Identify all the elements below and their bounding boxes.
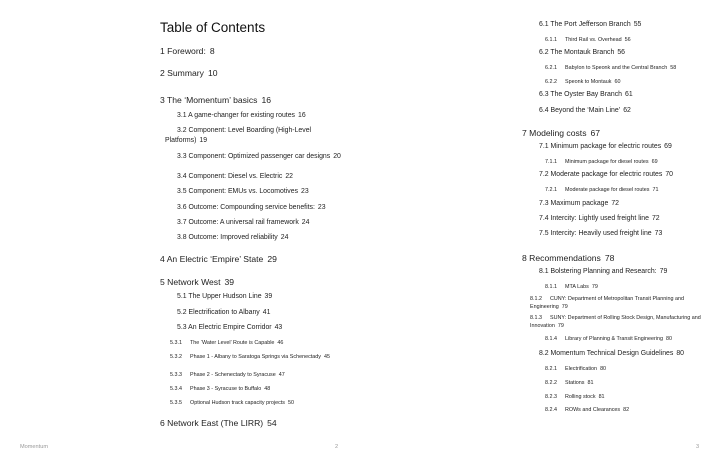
toc-entry-title: 8.1.3 SUNY: Department of Rolling Stock Design, Manufacturing and Innovation	[530, 315, 701, 329]
toc-entry-page: 39	[224, 277, 235, 287]
toc-entry[interactable]	[160, 277, 234, 287]
toc-entry-page: 54	[267, 418, 277, 428]
toc-entry-title: 2 Summary	[160, 68, 204, 78]
toc-entry-page: 69	[664, 143, 672, 150]
toc-entry-page: 39	[264, 293, 273, 300]
toc-entry-page: 79	[561, 303, 568, 310]
toc-entry-title: 7.5 Intercity: Heavily used freight line	[539, 230, 652, 237]
toc-entry[interactable]	[545, 380, 593, 386]
toc-entry-title: 8.2 Momentum Technical Design Guidelines	[539, 350, 674, 357]
toc-entry-page: 8	[209, 46, 215, 56]
toc-entry-title: 3.8 Outcome: Improved reliability	[177, 234, 278, 241]
toc-entry-page: 16	[297, 112, 306, 119]
toc-entry-page: 23	[317, 204, 326, 211]
toc-entry-page: 72	[611, 200, 619, 207]
toc-entry-title: 8.1.1 MTA Labs	[545, 284, 589, 290]
toc-entry-page: 50	[287, 400, 294, 406]
toc-entry[interactable]	[539, 49, 625, 56]
toc-entry[interactable]	[160, 418, 277, 428]
toc-entry-title: 5.2 Electrification to Albany	[177, 309, 260, 316]
toc-entry-title: 6.4 Beyond the ‘Main Line’	[539, 107, 621, 114]
toc-entry-title: 5.1 The Upper Hudson Line	[177, 293, 262, 300]
toc-entry-page: 79	[591, 284, 598, 290]
toc-entry-page: 79	[557, 322, 564, 329]
toc-entry-page: 45	[323, 354, 330, 360]
toc-entry[interactable]	[170, 340, 283, 346]
toc-entry[interactable]	[539, 215, 660, 222]
toc-entry[interactable]	[160, 95, 271, 105]
toc-entry-title: 3 The ‘Momentum’ basics	[160, 95, 258, 105]
toc-entry-title: 3.2 Component: Level Boarding (High-Level Platforms)	[165, 127, 312, 144]
toc-entry-page: 61	[624, 91, 633, 98]
toc-entry[interactable]	[545, 284, 598, 290]
toc-entry-page: 80	[600, 366, 607, 372]
toc-entry-title: 3.6 Outcome: Compounding service benefits:	[177, 204, 315, 211]
toc-entry-page: 56	[624, 37, 631, 43]
toc-entry[interactable]	[545, 394, 605, 400]
toc-entry-title: 7.2 Moderate package for electric routes	[539, 171, 663, 178]
toc-entry-title: 7 Modeling costs	[522, 128, 587, 138]
toc-entry[interactable]	[160, 68, 218, 78]
page-number: 2	[335, 444, 339, 450]
toc-entry[interactable]	[170, 354, 350, 362]
toc-entry-page: 41	[262, 309, 271, 316]
toc-entry[interactable]	[165, 126, 343, 146]
toc-entry-title: 8.1.2 CUNY: Department of Metropolitan Transit Planning and Engineering	[530, 296, 684, 310]
toc-entry-title: 1 Foreword:	[160, 46, 206, 56]
toc-entry-title: 8.1.4 Library of Planning & Transit Engineering	[545, 336, 663, 342]
toc-entry-title: 8.2.4 ROWs and Clearances	[545, 407, 621, 413]
toc-entry[interactable]	[177, 173, 293, 180]
toc-entry-title: 8.1 Bolstering Planning and Research:	[539, 268, 657, 275]
toc-entry-page: 82	[623, 407, 630, 413]
toc-entry[interactable]	[539, 268, 667, 275]
toc-entry-title: 5.3.1 The ‘Water Level’ Route is Capable	[170, 340, 275, 346]
page-number: 3	[696, 444, 700, 450]
right-page	[360, 0, 720, 466]
toc-list	[360, 0, 720, 466]
toc-entry-page: 22	[285, 173, 293, 180]
toc-entry-title: 7.1.1 Minimum package for diesel routes	[545, 159, 649, 165]
toc-entry-page: 23	[301, 188, 309, 195]
toc-entry-title: 5.3 An Electric Empire Corridor	[177, 324, 272, 331]
toc-entry-title: 3.1 A game-changer for existing routes	[177, 112, 295, 119]
toc-entry-page: 46	[277, 340, 284, 346]
toc-entry-page: 67	[590, 128, 601, 138]
toc-entry-title: 3.5 Component: EMUs vs. Locomotives	[177, 188, 299, 195]
toc-entry-page: 73	[654, 230, 663, 237]
toc-entry[interactable]	[170, 400, 294, 406]
toc-entry-page: 79	[659, 268, 668, 275]
toc-entry[interactable]	[170, 386, 270, 392]
toc-entry-page: 58	[670, 65, 677, 71]
toc-entry[interactable]	[160, 46, 215, 56]
toc-entry-page: 78	[604, 253, 615, 263]
toc-entry-page: 10	[207, 68, 218, 78]
toc-entry-title: 5 Network West	[160, 277, 221, 287]
toc-entry-title: 7.1 Minimum package for electric routes	[539, 143, 662, 150]
toc-entry-title: 6.1 The Port Jefferson Branch	[539, 21, 631, 28]
toc-entry-page: 81	[587, 380, 594, 386]
toc-entry[interactable]	[545, 366, 606, 372]
toc-entry-page: 72	[651, 215, 660, 222]
toc-entry-page: 62	[623, 107, 631, 114]
toc-entry-page: 70	[665, 171, 674, 178]
toc-entry[interactable]	[522, 253, 614, 263]
toc-entry[interactable]	[545, 187, 659, 193]
toc-entry-title: 6.2 The Montauk Branch	[539, 49, 615, 56]
toc-entry[interactable]	[177, 309, 270, 316]
toc-entry[interactable]	[539, 143, 672, 150]
toc-entry[interactable]	[545, 65, 676, 71]
toc-entry-page: 69	[651, 159, 658, 165]
toc-entry-title: 6.3 The Oyster Bay Branch	[539, 91, 622, 98]
toc-entry-title: 3.7 Outcome: A universal rail framework	[177, 219, 299, 226]
toc-entry-title: 6.2.2 Speonk to Montauk	[545, 79, 612, 85]
toc-entry-page: 56	[617, 49, 626, 56]
toc-entry-page: 20	[333, 153, 341, 160]
toc-entry[interactable]	[177, 188, 309, 195]
toc-entry-title: 7.2.1 Moderate package for diesel routes	[545, 187, 650, 193]
toc-entry-title: 7.3 Maximum package	[539, 200, 609, 207]
toc-entry-title: 8 Recommendations	[522, 253, 601, 263]
toc-entry-title: 8.2.3 Rolling stock	[545, 394, 596, 400]
toc-entry[interactable]	[539, 200, 619, 207]
toc-entry-title: 5.3.3 Phase 2 - Schenectady to Syracuse	[170, 372, 276, 378]
toc-entry-page: 71	[652, 187, 659, 193]
toc-entry-page: 55	[633, 21, 642, 28]
toc-entry[interactable]	[177, 204, 326, 211]
toc-entry[interactable]	[539, 107, 631, 114]
toc-entry-title: 4 An Electric ‘Empire’ State	[160, 254, 264, 264]
toc-entry[interactable]	[539, 230, 662, 237]
toc-entry[interactable]	[530, 315, 720, 331]
toc-entry-title: 5.3.4 Phase 3 - Syracuse to Buffalo	[170, 386, 262, 392]
toc-entry-title: 8.2.2 Stations	[545, 380, 585, 386]
toc-entry-title: 5.3.2 Phase 1 - Albany to Saratoga Springs via Schenectady	[170, 354, 321, 360]
toc-entry-title: 6.1.1 Third Rail vs. Overhead	[545, 37, 622, 43]
toc-entry[interactable]	[545, 79, 620, 85]
toc-entry[interactable]	[545, 407, 629, 413]
toc-entry-page: 43	[274, 324, 283, 331]
toc-entry[interactable]	[539, 350, 684, 357]
toc-entry-page: 19	[199, 137, 208, 144]
toc-entry-page: 47	[278, 372, 285, 378]
toc-entry-page: 24	[301, 219, 310, 226]
toc-entry[interactable]	[177, 219, 309, 226]
toc-entry-title: 5.3.5 Optional Hudson track capacity projects	[170, 400, 285, 406]
toc-entry-page: 81	[598, 394, 605, 400]
toc-entry[interactable]	[177, 293, 272, 300]
toc-entry-title: 3.4 Component: Diesel vs. Electric	[177, 173, 283, 180]
toc-entry[interactable]	[545, 159, 658, 165]
toc-entry-page: 24	[280, 234, 289, 241]
toc-entry[interactable]	[160, 254, 277, 264]
toc-entry-title: 6 Network East (The LIRR)	[160, 418, 264, 428]
toc-entry[interactable]	[545, 37, 631, 43]
toc-entry[interactable]	[177, 234, 288, 241]
toc-entry[interactable]	[539, 21, 641, 28]
toc-entry[interactable]	[545, 336, 672, 342]
toc-entry-title: 3.3 Component: Optimized passenger car designs	[177, 153, 331, 160]
toc-entry-page: 60	[614, 79, 621, 85]
toc-entry-page: 29	[267, 254, 277, 264]
toc-entry[interactable]	[522, 128, 600, 138]
toc-entry[interactable]	[530, 296, 720, 312]
toc-entry[interactable]	[177, 112, 306, 119]
toc-entry[interactable]	[170, 372, 285, 378]
toc-entry-title: 6.2.1 Babylon to Speonk and the Central Branch	[545, 65, 668, 71]
toc-entry-page: 80	[666, 336, 672, 342]
toc-entry-page: 16	[261, 95, 271, 105]
toc-title: Table of Contents	[160, 20, 266, 35]
toc-entry[interactable]	[539, 91, 633, 98]
toc-entry[interactable]	[539, 171, 673, 178]
toc-entry[interactable]	[165, 152, 345, 162]
toc-entry[interactable]	[177, 324, 282, 331]
toc-entry-title: 7.4 Intercity: Lightly used freight line	[539, 215, 649, 222]
toc-entry-page: 80	[676, 350, 684, 357]
toc-entry-page: 48	[264, 386, 271, 392]
toc-entry-title: 8.2.1 Electrification	[545, 366, 598, 372]
running-footer: Momentum	[20, 444, 48, 450]
